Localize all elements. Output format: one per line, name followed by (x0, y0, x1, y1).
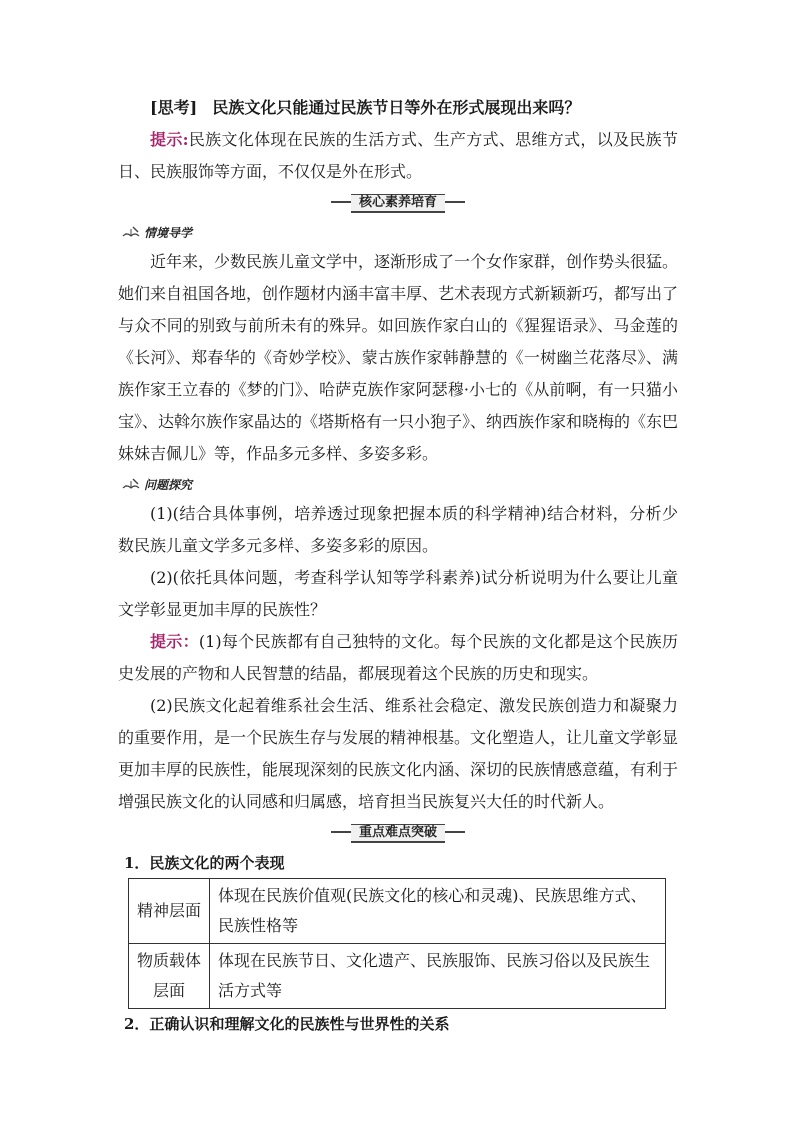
page-content (118, 92, 678, 1039)
book-pen-icon (122, 225, 140, 239)
situation-paragraph: 近年来，少数民族儿童文学中，逐渐形成了一个女作家群，创作势头很猛。她们来自祖国各地，创作题材内涵丰富丰厚、艺术表现方式新颖新巧，都写出了与众不同的别致与前所未有的殊异。如回族作家白山的《猩猩语录》、马金莲的《长河》、郑春华的《奇妙学校》、蒙古族作家韩静慧的《一树幽兰花落尽》、满族作家王立春的《梦的门》、哈萨克族作家阿瑟穆·小七的《从前啊，有一只猫小宝》、达斡尔族作家晶达的《塔斯格有一只小狍子》、纳西族作家和晓梅的《东巴妹妹吉佩儿》等，作品多元多样、多姿多彩。 (118, 252, 679, 463)
think-tag: [思考] (150, 98, 198, 117)
book-pen-icon (122, 477, 140, 491)
table-row-head: 精神层面 (129, 879, 210, 944)
point-2-title: 2．正确认识和理解文化的民族性与世界性的关系 (124, 1015, 450, 1033)
think-hint-text: 民族文化体现在民族的生活方式、生产方式、思维方式，以及民族节日、民族服饰等方面，不仅仅是外在形式。 (118, 130, 678, 181)
section-banner-key (118, 819, 678, 847)
culture-expression-table (128, 878, 666, 1009)
banner-key-title: 重点难点突破 (351, 824, 445, 843)
inquiry-heading-label: 问题探究 (144, 477, 193, 492)
think-question-text: 民族文化只能通过民族节日等外在形式展现出来吗？ (212, 98, 581, 117)
inquiry-answer-1-text: (1)每个民族都有自己独特的文化。每个民族的文化都是这个民族历史发展的产物和人民智慧的结晶，都展现着这个民族的历史和现实。 (118, 632, 678, 683)
table-row (129, 944, 666, 1009)
table-row-body: 体现在民族节日、文化遗产、民族服饰、民族习俗以及民族生活方式等 (210, 944, 666, 1009)
inquiry-heading (118, 470, 678, 498)
think-hint-label: 提示: (150, 130, 189, 149)
table-row-body: 体现在民族价值观(民族文化的核心和灵魂)、民族思维方式、民族性格等 (210, 879, 666, 944)
inquiry-hint-label: 提示： (150, 632, 199, 651)
inquiry-question-1: (1)(结合具体事例，培养透过现象把握本质的科学精神)结合材料，分析少数民族儿童文学多元多样、多姿多彩的原因。 (118, 504, 678, 555)
inquiry-answer-1 (118, 626, 678, 690)
inquiry-question-2: (2)(依托具体问题，考查科学认知等学科素养)试分析说明为什么要让儿童文学彰显更加丰厚的民族性？ (118, 568, 678, 619)
inquiry-answer-2: (2)民族文化起着维系社会生活、维系社会稳定、激发民族创造力和凝聚力的重要作用，是一个民族生存与发展的精神根基。文化塑造人，让儿童文学彰显更加丰厚的民族性，能展现深刻的民族文化内涵、深切的民族情感意蕴，有利于增强民族文化的认同感和归属感，培育担当民族复兴大任的时代新人。 (118, 696, 679, 811)
situation-heading (118, 218, 678, 246)
table-row-head: 物质载体层面 (129, 944, 210, 1009)
think-question (118, 92, 678, 124)
think-hint (118, 124, 678, 188)
point-1-title: 1．民族文化的两个表现 (124, 854, 285, 872)
section-banner-core (118, 189, 678, 217)
table-row (129, 879, 666, 944)
situation-heading-label: 情境导学 (144, 225, 193, 240)
banner-core-title: 核心素养培育 (351, 194, 445, 213)
